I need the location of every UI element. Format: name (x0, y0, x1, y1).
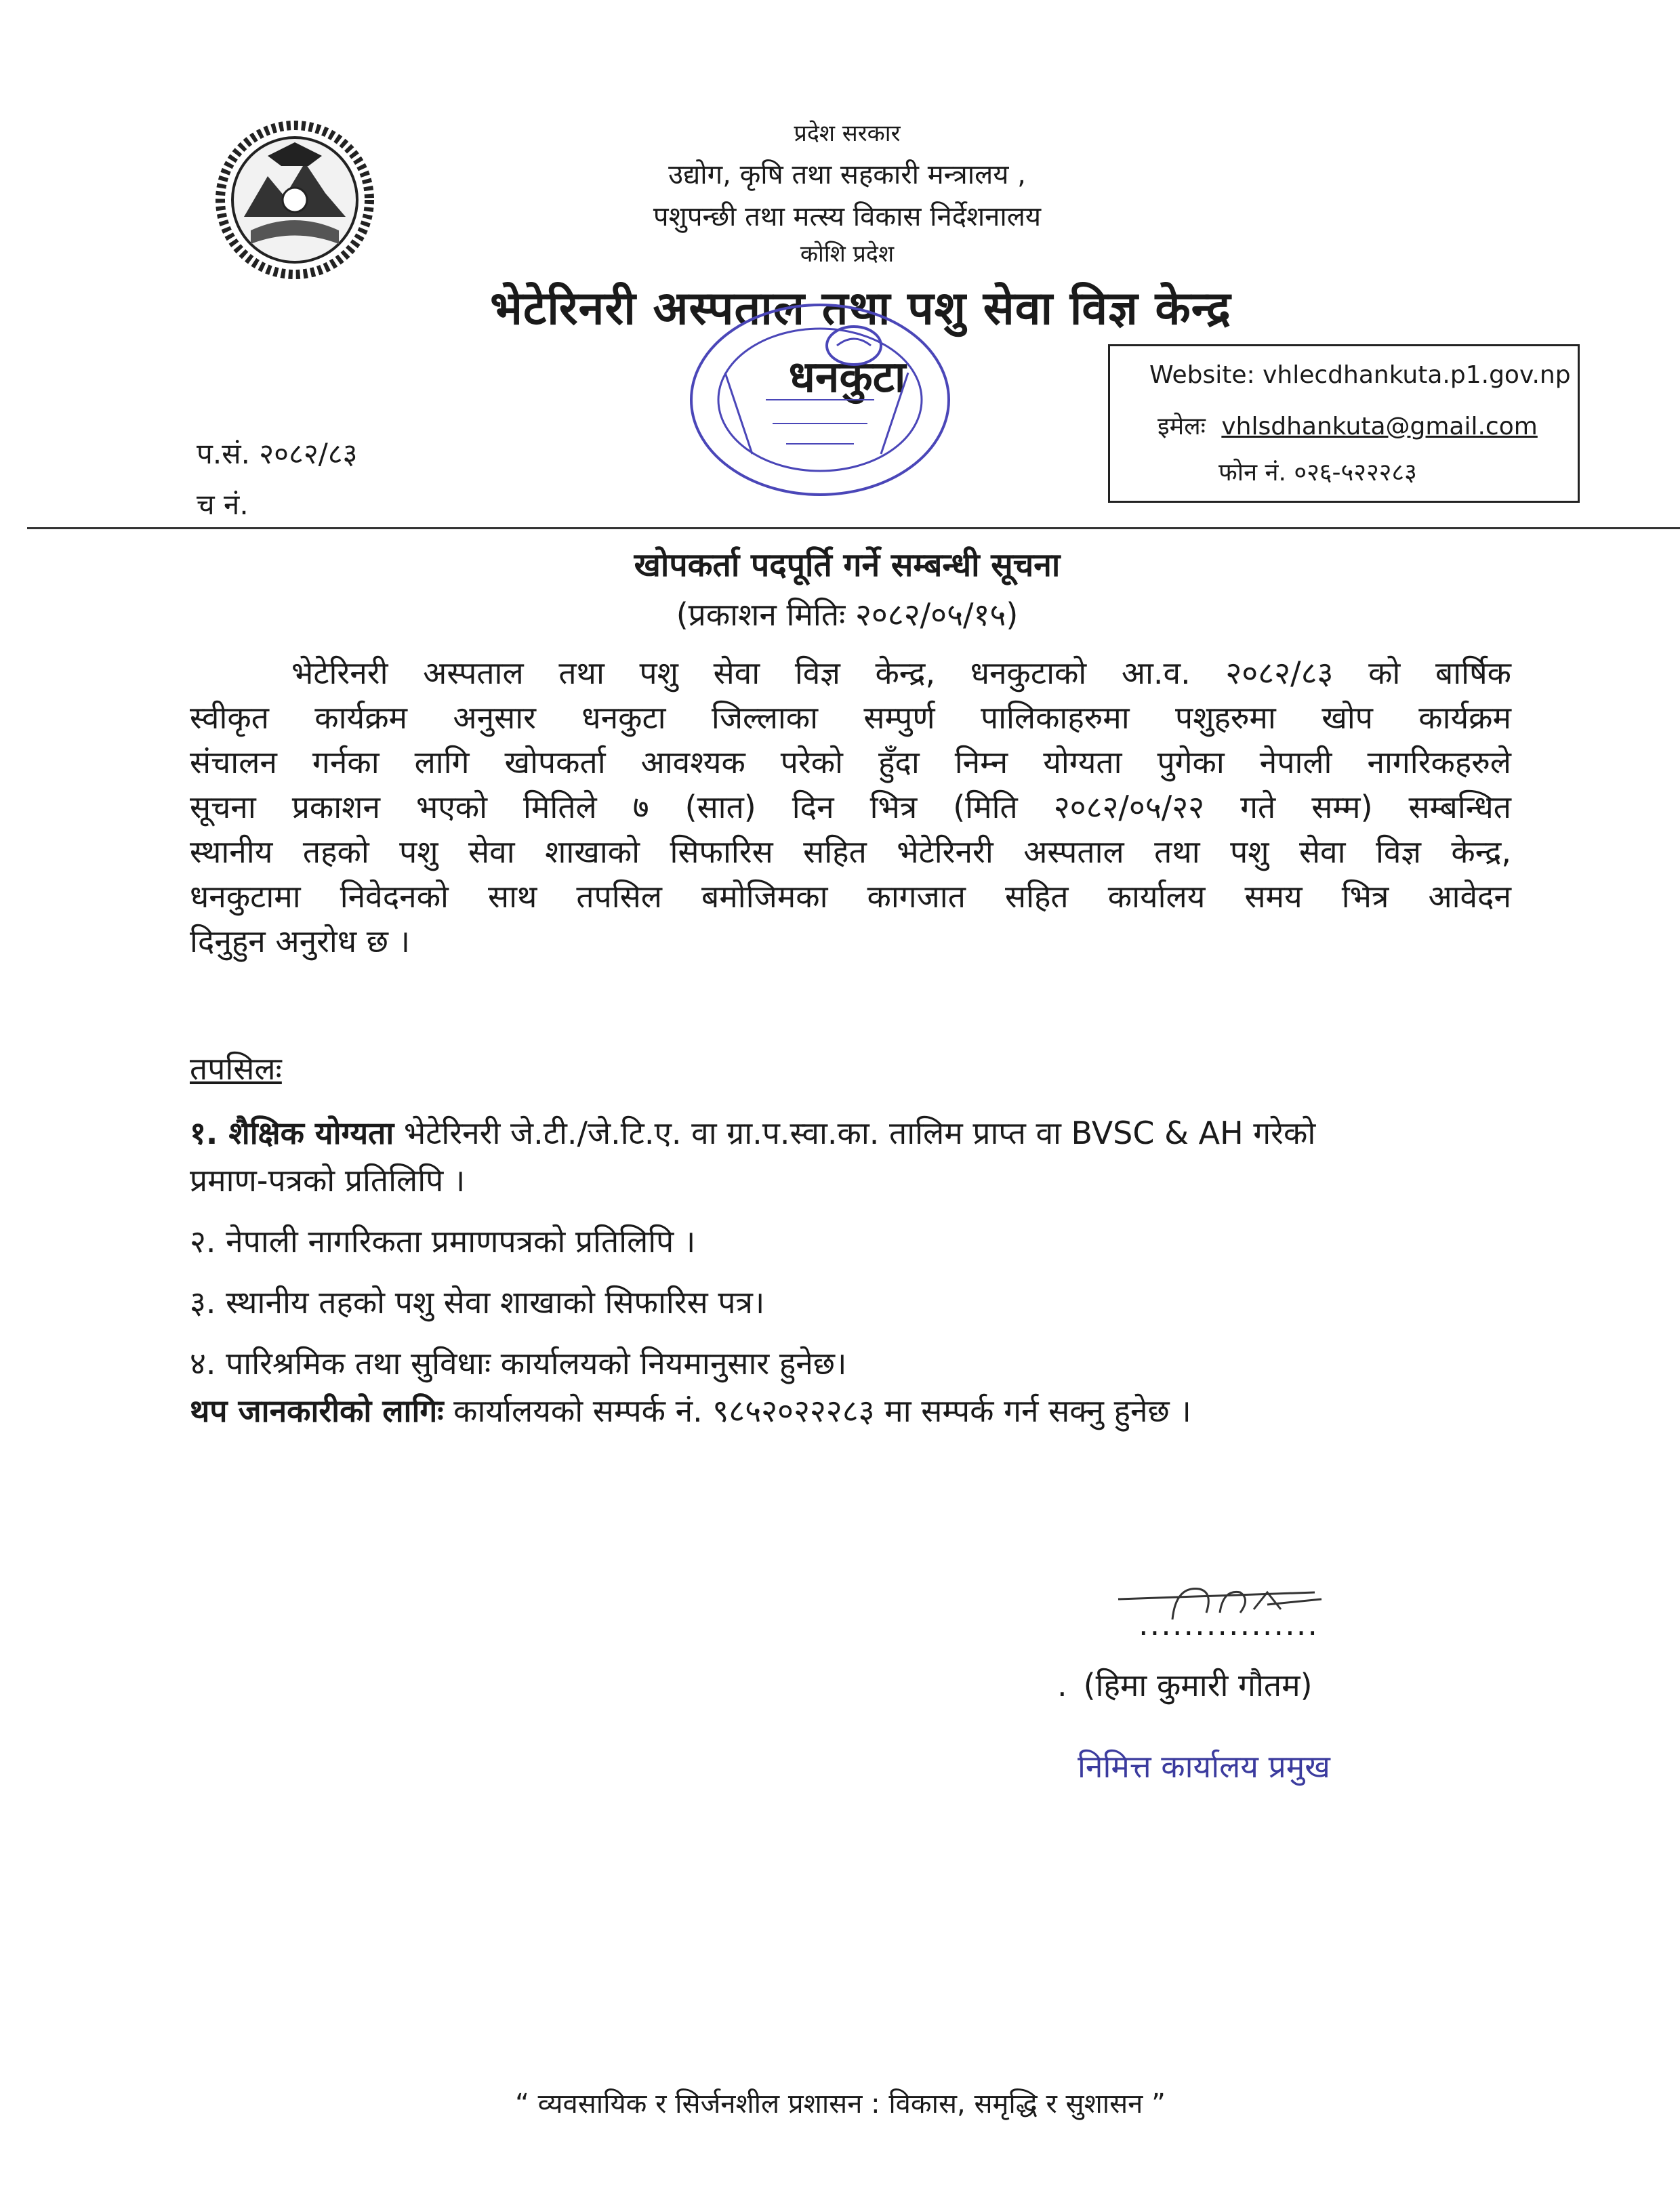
website-text: Website: vhlecdhankuta.p1.gov.np (1149, 361, 1571, 389)
notice-title: खोपकर्ता पदपूर्ति गर्ने सम्बन्धी सूचना (634, 546, 1061, 584)
signatory-name-text: (हिमा कुमारी गौतम) (1083, 1667, 1313, 1704)
body-line: भेटेरिनरी अस्पताल तथा पशु सेवा विज्ञ केन्द्र, धनकुटाको आ.व. २०८२/८३ को बार्षिक (291, 655, 1511, 691)
email-label: इमेलः (1157, 413, 1206, 440)
body-line: स्वीकृत कार्यक्रम अनुसार धनकुटा जिल्लाका सम्पुर्ण पालिकाहरुमा पशुहरुमा खोप कार्यक्रम (190, 699, 1511, 736)
email-row (1157, 409, 1538, 442)
govt-label: प्रदेश सरकार (794, 120, 901, 147)
list-item: ३. स्थानीय तहको पशु सेवा शाखाको सिफारिस पत्र। (190, 1284, 765, 1321)
dispatch-number: च नं. (197, 488, 249, 521)
body-line: सूचना प्रकाशन भएको मितिले ७ (सात) दिन भित्र (मिति २०८२/०५/२२ गते सम्म) सम्बन्धित (190, 789, 1511, 825)
government-emblem (203, 115, 386, 285)
more-info-lead: थप जानकारीको लागिः (190, 1392, 444, 1429)
email-link[interactable]: vhlsdhankuta@gmail.com (1221, 413, 1538, 440)
list-item: २. नेपाली नागरिकता प्रमाणपत्रको प्रतिलिपि । (190, 1223, 696, 1260)
ministry-label: उद्योग, कृषि तथा सहकारी मन्त्रालय , (668, 159, 1026, 190)
list-item: ४. पारिश्रमिक तथा सुविधाः कार्यालयको नियमानुसार हुनेछ। (190, 1345, 847, 1382)
item-rest: भेटेरिनरी जे.टी./जे.टि.ए. वा ग्रा.प.स्वा.का. तालिम प्राप्त वा BVSC & AH गरेको (394, 1115, 1316, 1151)
body-line: दिनुहुन अनुरोध छ । (190, 923, 411, 959)
footer-motto: “ व्यवसायिक र सिर्जनशील प्रशासन : विकास, समृद्धि र सुशासन ” (515, 2088, 1166, 2120)
header-divider (27, 527, 1680, 529)
body-line: स्थानीय तहको पशु सेवा शाखाको सिफारिस सहित भेटेरिनरी अस्पताल तथा पशु सेवा विज्ञ केन्द्र, (190, 833, 1511, 870)
signatory-title: निमित्त कार्यालय प्रमुख (1078, 1748, 1330, 1785)
contact-box (1108, 344, 1580, 503)
list-item (190, 1111, 1511, 1159)
list-item: प्रमाण-पत्रको प्रतिलिपि । (190, 1162, 466, 1199)
body-line: धनकुटामा निवेदनको साथ तपसिल बमोजिमका कागजात सहित कार्यालय समय भित्र आवेदन (190, 878, 1511, 915)
reference-number: प.सं. २०८२/८३ (197, 437, 358, 470)
tapasil-label: तपसिलः (190, 1050, 282, 1087)
notice-body (190, 651, 1511, 964)
requirements-list (190, 1111, 1511, 1437)
office-name: भेटेरिनरी अस्पताल तथा पशु सेवा विज्ञ केन्द्र (490, 282, 1231, 335)
directorate-label: पशुपन्छी तथा मत्स्य विकास निर्देशनालय (653, 201, 1042, 232)
signatory-name: . (हिमा कुमारी गौतम) (1057, 1667, 1313, 1704)
more-info (190, 1389, 1511, 1437)
district-name: धनकुटा (788, 352, 906, 402)
publish-date: (प्रकाशन मितिः २०८२/०५/१५) (676, 596, 1019, 633)
office-stamp (678, 298, 962, 501)
more-info-rest: कार्यालयको सम्पर्क नं. ९८५२०२२२८३ मा सम्पर्क गर्न सक्नु हुनेछ । (443, 1392, 1191, 1429)
province-label: कोशि प्रदेश (800, 241, 895, 268)
phone-text: फोन नं. ०२६-५२२२८३ (1218, 459, 1417, 487)
item-lead: १. शैक्षिक योग्यता (190, 1115, 394, 1151)
body-line: संचालन गर्नका लागि खोपकर्ता आवश्यक परेको हुँदा निम्न योग्यता पुगेका नेपाली नागरिकहरुले (190, 744, 1511, 781)
signature-dots: ................ (1139, 1606, 1319, 1643)
